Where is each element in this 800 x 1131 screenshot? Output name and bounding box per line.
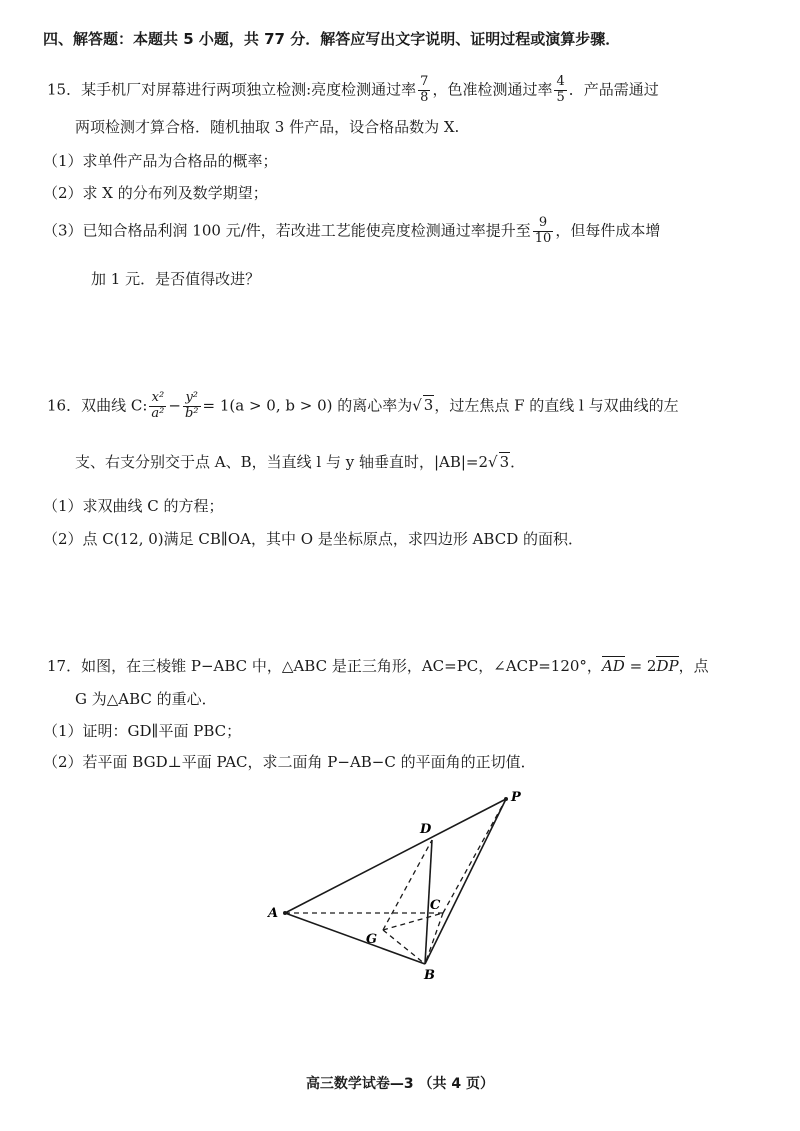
q16-part-2: （2）点 C(12, 0)满足 CB∥OA，其中 O 是坐标原点，求四边形 ABCD 的面积．: [43, 530, 583, 548]
section-title: 四、解答题：本题共 5 小题，共 77 分．解答应写出文字说明、证明过程或演算步骤．: [43, 30, 621, 48]
fraction-9-10: $\frac{9}{10}$: [534, 215, 552, 246]
q15-part-3-text-b: ，但每件成本增: [555, 221, 661, 240]
q17-part-1: （1）证明：GD∥平面 PBC；: [43, 722, 242, 740]
label-a: A: [268, 906, 279, 921]
vector-equals: = 2: [624, 657, 657, 675]
q16-text-b: = 1(a > 0, b > 0) 的离心率为: [202, 396, 413, 415]
sqrt-icon: √: [488, 453, 498, 471]
label-b: B: [424, 968, 435, 983]
fraction-4-5: $\frac{4}{5}$: [556, 74, 565, 105]
q15-part-1: （1）求单件产品为合格品的概率；: [43, 152, 278, 170]
q15-line-2: 两项检测才算合格．随机抽取 3 件产品，设合格品数为 X.: [75, 118, 460, 136]
fraction-x2-a2: $\frac{\text{x²}}{\text{a²}}$: [151, 390, 165, 421]
q17-part-2: （2）若平面 BGD⊥平面 PAC，求二面角 P−AB−C 的平面角的正切值．: [43, 753, 536, 771]
q17-line-2: G 为△ABC 的重心．: [75, 690, 217, 708]
label-d: D: [420, 822, 432, 837]
q17-text-a: 如图，在三棱锥 P−ABC 中，△ABC 是正三角形，AC=PC，∠ACP=120°，: [81, 657, 602, 675]
label-c: C: [430, 898, 441, 913]
vector-ad: AD: [601, 657, 625, 675]
edge-ab: [285, 913, 425, 964]
page-footer: 高三数学试卷—3 （共 4 页）: [305, 1076, 495, 1092]
q15-text-a: 某手机厂对屏幕进行两项独立检测:亮度检测通过率: [81, 80, 417, 99]
q16-text-d: 支、右支分别交于点 A、B，当直线 l 与 y 轴垂直时，|AB|=2: [75, 453, 489, 471]
fraction-7-8: $\frac{7}{8}$: [420, 74, 429, 105]
q16-text-a: 双曲线 C:: [81, 396, 148, 415]
q17-text-b: ，点: [678, 657, 709, 675]
edge-gb: [383, 930, 425, 964]
q15-part-3-text-a: （3）已知合格品利润 100 元/件，若改进工艺能使亮度检测通过率提升至: [43, 221, 531, 240]
q16-part-1: （1）求双曲线 C 的方程；: [43, 497, 224, 515]
label-g: G: [366, 932, 378, 947]
sqrt-3-b: 3: [499, 453, 510, 471]
fraction-y2-b2: $\frac{\text{y²}}{\text{b²}}$: [184, 390, 199, 421]
edge-ap: [285, 799, 506, 913]
label-p: P: [511, 790, 521, 805]
edge-gc: [383, 913, 443, 930]
sqrt-icon: √: [412, 396, 422, 415]
q16-text-e: ．: [510, 453, 526, 471]
edge-bp: [425, 799, 506, 964]
vector-dp: DP: [656, 657, 679, 675]
minus-sign: −: [168, 396, 181, 415]
q15-text-c: ．产品需通过: [568, 80, 659, 99]
sqrt-3: 3: [423, 396, 434, 415]
q15-number: 15．: [47, 80, 82, 99]
q16-text-c: ，过左焦点 F 的直线 l 与双曲线的左: [434, 396, 679, 415]
point-p: [504, 797, 508, 801]
q15-text-b: ，色准检测通过率: [432, 80, 553, 99]
point-a: [283, 911, 287, 915]
q15-part-3-line-2: 加 1 元．是否值得改进？: [91, 270, 261, 288]
q17-number: 17．: [47, 657, 82, 675]
q15-part-2: （2）求 X 的分布列及数学期望；: [43, 184, 268, 202]
edge-gd: [383, 840, 432, 930]
q16-number: 16．: [47, 396, 82, 415]
